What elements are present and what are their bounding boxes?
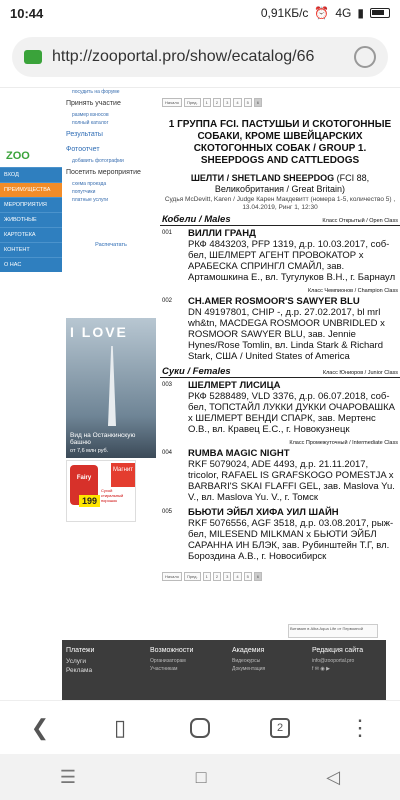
menu-sub-add-photos[interactable]: добавить фотографии xyxy=(72,158,124,164)
judge-info: Судья McDevitt, Karen / Judge Карен Макдевитт (номера 1-5, количество 5) , 13.04.2019, Ринг 1, 12:30 xyxy=(164,196,396,211)
dog-number: 003 xyxy=(162,382,173,388)
site-footer xyxy=(62,640,386,700)
males-section-header xyxy=(160,214,400,226)
dog-entry xyxy=(160,446,400,505)
dog-info: RKF 5079024, ADE 4493, д.р. 21.11.2017, tricolor, RAFAEL IS GRAFSKOGO POMESTJA x BARBARI'S SKAI FLAFFI GEL, зав. Maslova Yu. V., вл. Maslova Yu. V., г. Томск xyxy=(188,459,395,503)
dog-name: CH.AMER ROSMOOR'S SAWYER BLU xyxy=(188,296,360,307)
footer-link[interactable]: Документация xyxy=(232,666,266,672)
sidebar-item-events[interactable]: МЕРОПРИЯТИЯ xyxy=(0,197,62,212)
pagination-bottom xyxy=(160,564,400,581)
reload-icon[interactable] xyxy=(354,46,376,68)
home-icon xyxy=(190,718,210,738)
dog-number: 004 xyxy=(162,450,173,456)
breed-origin: (FCI 88, Великобритания / Great Britain) xyxy=(214,173,370,194)
recents-icon[interactable]: ☰ xyxy=(59,766,76,787)
menu-sub-forum[interactable]: посудить на форуме xyxy=(72,89,120,95)
footer-heading[interactable]: Редакция сайта xyxy=(312,647,364,654)
footer-heading[interactable]: Возможности xyxy=(150,647,194,654)
social-icons[interactable]: f ✉ ◉ ▶ xyxy=(312,666,330,672)
status-time: 10:44 xyxy=(10,5,44,21)
page-2[interactable]: 2 xyxy=(213,572,221,581)
intermediate-class-label: Класс Промежуточный / Intermediate Class xyxy=(289,440,398,446)
sidebar-item-about[interactable]: О НАС xyxy=(0,257,62,272)
females-label: Суки / Females xyxy=(162,366,231,377)
address-bar[interactable] xyxy=(12,37,388,77)
champion-class-label: Класс Чемпионов / Champion Class xyxy=(307,288,398,294)
footer-ad[interactable]: Витамин в Alba Aqua Life от Первоиной xyxy=(288,624,378,638)
site-favicon-icon xyxy=(24,50,42,64)
alarm-icon: ⏰ xyxy=(314,6,330,20)
footer-col-editorial xyxy=(312,646,363,673)
menu-sub-fees[interactable]: размер взносов xyxy=(72,112,109,118)
web-page xyxy=(0,88,400,700)
site-logo[interactable]: ZOO xyxy=(0,145,62,167)
system-home-icon[interactable]: □ xyxy=(195,766,207,787)
ad-title: I LOVE xyxy=(70,324,128,340)
footer-link[interactable]: Организаторам xyxy=(150,658,186,664)
dog-name: ВИЛЛИ ГРАНД xyxy=(188,228,256,239)
network-speed: 0,91КБ/с xyxy=(260,6,309,20)
menu-sub-paid-services[interactable]: платные услуги xyxy=(72,197,109,203)
dog-info: DN 49197801, CHIP -, д.р. 27.02.2017, bl mrl wh&tn, MACDEGA ROSMOOR UNBRIDLED x ROSMOOR SAWYER BLU, зав. Jennie Hynes/Rose Tomlin, вл. Linda Stark & Richard Stark, США / United States of America xyxy=(188,307,385,362)
product-image: Fairy xyxy=(70,465,98,505)
pagination-top xyxy=(160,88,400,107)
system-back-icon[interactable]: ◁ xyxy=(326,766,341,787)
footer-heading[interactable]: Платежи xyxy=(66,647,95,654)
menu-icon[interactable]: ⋮ xyxy=(349,714,371,740)
page-4[interactable]: 4 xyxy=(233,98,241,107)
battery-icon xyxy=(370,8,390,18)
junior-class-label: Класс Юниоров / Junior Class xyxy=(322,370,398,376)
group-title: 1 ГРУППА FCI. ПАСТУШЬИ И СКОТОГОННЫЕ СОБАКИ, КРОМЕ ШВЕЙЦАРСКИХ СКОТОГОННЫХ СОБАК / GROUP 1. SHEEPDOGS AND CATTLEDOGS xyxy=(168,119,392,166)
page-1[interactable]: 1 xyxy=(203,98,211,107)
store-ad-banner[interactable] xyxy=(66,460,136,522)
tab-count: 2 xyxy=(270,718,290,738)
page-start[interactable]: Начало xyxy=(162,98,182,107)
footer-link[interactable]: Реклама xyxy=(66,667,93,674)
footer-col-academy xyxy=(232,646,265,673)
network-type: 4G xyxy=(335,6,352,20)
realty-ad-banner[interactable] xyxy=(66,318,156,458)
home-button[interactable] xyxy=(180,708,220,748)
status-bar xyxy=(0,0,400,26)
sidebar-item-cards[interactable]: КАРТОТЕКА xyxy=(0,227,62,242)
browser-toolbar xyxy=(0,26,400,88)
dog-number: 005 xyxy=(162,509,173,515)
dog-name: ШЕЛМЕРТ ЛИСИЦА xyxy=(188,380,281,391)
menu-sub-route[interactable]: схема проезда xyxy=(72,181,107,187)
dog-name: RUMBA MAGIC NIGHT xyxy=(188,448,290,459)
sidebar-item-content[interactable]: КОНТЕНТ xyxy=(0,242,62,257)
footer-col-payments xyxy=(66,646,94,675)
sidebar-item-login[interactable]: ВХОД xyxy=(0,167,62,182)
menu-participate[interactable]: Принять участие xyxy=(66,100,121,107)
footer-link[interactable]: Видеокурсы xyxy=(232,658,261,664)
page-5[interactable]: 5 xyxy=(244,572,252,581)
menu-sub-catalog[interactable]: полный каталог xyxy=(72,120,109,126)
catalog-main xyxy=(160,88,400,581)
signal-icon: ▮ xyxy=(357,6,364,20)
product-price: 199 xyxy=(79,495,100,507)
store-logo: Магнит xyxy=(111,463,135,487)
footer-heading[interactable]: Академия xyxy=(232,647,265,654)
print-link[interactable]: Распечатать xyxy=(95,242,127,248)
dog-name: БЬЮТИ ЭЙБЛ ХИФА УИЛ ШАЙН xyxy=(188,507,339,518)
ad-caption: Вид на Останкинскую башню xyxy=(70,432,136,446)
breed-heading xyxy=(160,173,400,195)
footer-email[interactable]: info@zooportal.pro xyxy=(312,658,355,664)
footer-link[interactable]: Услуги xyxy=(66,658,86,665)
page-start[interactable]: Начало xyxy=(162,572,182,581)
dog-number: 002 xyxy=(162,298,173,304)
dog-info: RKF 5076556, AGF 3518, д.р. 03.08.2017, рыж-бел, MILESEND MILKMAN x БЬЮТИ ЭЙБЛ САРАННА ИН БЛЭК, зав. Рубинштейн Т.Г, вл. Бороздина А.В., г. Новосибирск xyxy=(188,518,394,562)
system-nav-bar xyxy=(0,754,400,800)
sidebar-item-animals[interactable]: ЖИВОТНЫЕ xyxy=(0,212,62,227)
menu-sub-companions[interactable]: попутчики xyxy=(72,189,96,195)
menu-photo-report[interactable]: Фотоотчет xyxy=(66,146,100,153)
page-2[interactable]: 2 xyxy=(213,98,221,107)
page-5[interactable]: 5 xyxy=(244,98,252,107)
page-6[interactable]: 6 xyxy=(254,572,262,581)
event-menu xyxy=(66,88,156,250)
sidebar-item-advantages[interactable]: ПРЕИМУЩЕСТВА xyxy=(0,182,62,197)
page-4[interactable]: 4 xyxy=(233,572,241,581)
page-1[interactable]: 1 xyxy=(203,572,211,581)
page-prev[interactable]: Пред. xyxy=(184,572,201,581)
dog-number: 001 xyxy=(162,230,173,236)
browser-nav-bar xyxy=(0,700,400,754)
ad-price: от 7,6 млн руб. xyxy=(70,448,109,454)
tv-tower-image xyxy=(108,346,116,426)
dog-entry xyxy=(160,226,400,285)
dog-entry xyxy=(160,294,400,364)
dog-entry xyxy=(160,505,400,564)
males-label: Кобели / Males xyxy=(162,214,231,225)
url-text[interactable]: http://zooportal.pro/show/ecatalog/66 xyxy=(52,47,315,65)
females-section-header xyxy=(160,366,400,378)
page-prev[interactable]: Пред. xyxy=(184,98,201,107)
menu-visit[interactable]: Посетить мероприятие xyxy=(66,169,141,176)
menu-results[interactable]: Результаты xyxy=(66,131,103,138)
open-class-label: Класс Открытый / Open Class xyxy=(322,218,398,224)
promo-text: Сухой стиральный порошок xyxy=(101,488,124,503)
page-3[interactable]: 3 xyxy=(223,572,231,581)
page-6[interactable]: 6 xyxy=(254,98,262,107)
dog-info: РКФ 4843203, PFP 1319, д.р. 10.03.2017, соб-бел, ШЕЛМЕРТ АГЕНТ ПРОВОКАТОР х АРАБЕСКА СПРИНГЛ СМАЙЛ, зав. Артамошкина Е., вл. Тугулуков В.Н., г. Барнаул xyxy=(188,239,396,283)
site-sidebar xyxy=(0,145,62,272)
breed-name: ШЕЛТИ / SHETLAND SHEEPDOG xyxy=(190,173,335,183)
bookmarks-icon[interactable]: ▯ xyxy=(113,714,127,740)
dog-entry xyxy=(160,378,400,437)
footer-col-features xyxy=(150,646,193,673)
dog-info: РКФ 5288489, VLD 3376, д.р. 06.07.2018, соб-бел, ТОПСТАЙЛ ЛУККИ ДУККИ ОЧАРОВАШКА х ШЕЛМЕРТ ВЕНДИ СПАРК, зав. Мертенс О.В., вл. Кравец Е.С., г. Новокузнецк xyxy=(188,391,396,435)
back-icon[interactable]: ❮ xyxy=(30,714,50,740)
page-3[interactable]: 3 xyxy=(223,98,231,107)
tabs-button[interactable] xyxy=(260,708,300,748)
footer-link[interactable]: Участникам xyxy=(150,666,178,672)
